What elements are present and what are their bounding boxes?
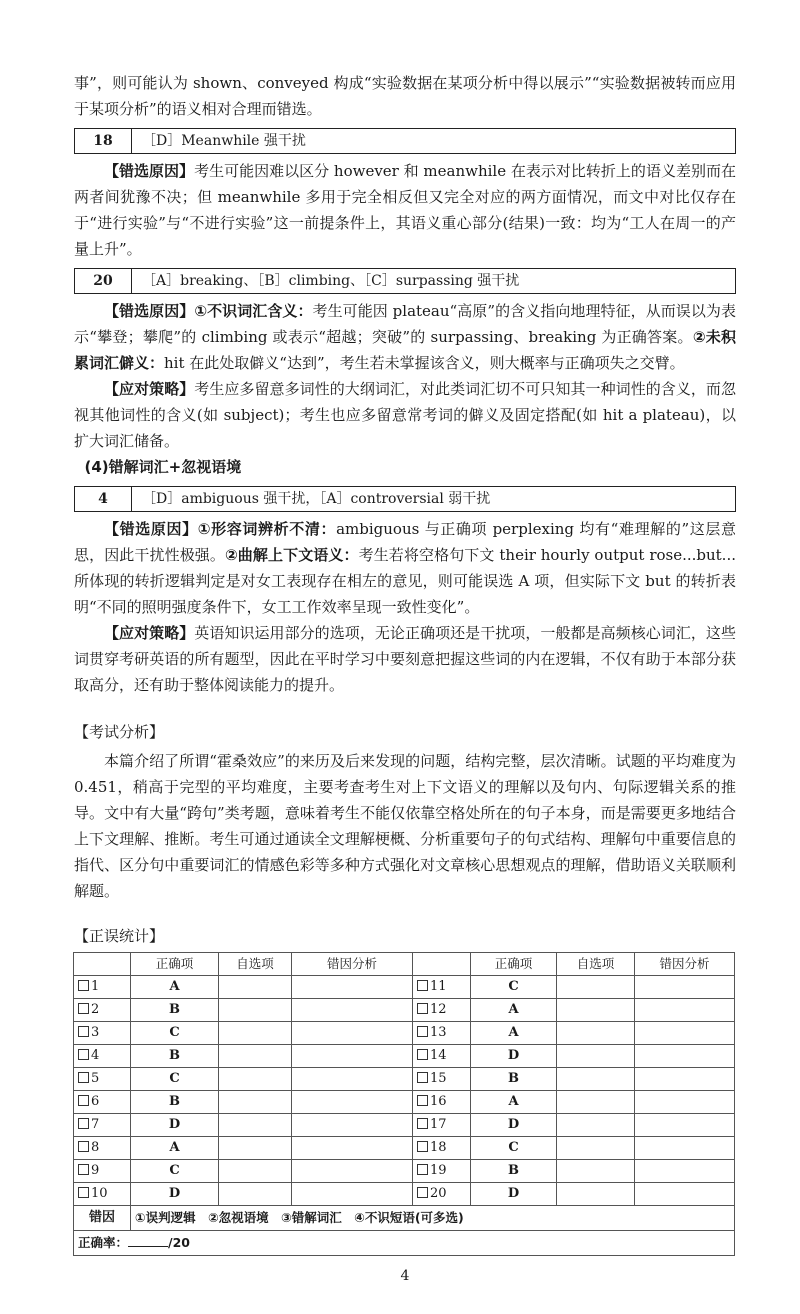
accuracy-blank[interactable] [128,1246,168,1247]
checkbox[interactable] [417,1072,428,1083]
question-cell [413,1137,471,1160]
checkbox[interactable] [78,1003,89,1014]
subsection-heading: (4)错解词汇+忽视语境 [84,458,242,476]
error-analysis-cell[interactable] [292,1045,413,1068]
correct-answer-cell [131,1022,219,1045]
error-analysis-cell[interactable] [292,1068,413,1091]
header-analysis: 错因分析 [635,953,735,976]
table-row [74,1114,735,1137]
checkbox[interactable] [78,1187,89,1198]
question-number: 10 [91,1186,108,1201]
checkbox[interactable] [78,1141,89,1152]
correct-answer: B [169,1048,180,1063]
item-4-box [74,486,736,512]
correct-answer: A [508,1094,519,1109]
question-number: 17 [430,1117,447,1132]
reason-point-1: ①形容词辨析不清： [197,520,337,538]
question-cell [74,1068,131,1091]
question-cell [413,976,471,999]
item-4-analysis [74,516,736,698]
question-cell [74,1183,131,1206]
strategy-label: 【应对策略】 [104,624,195,642]
chosen-answer-cell[interactable] [557,1045,635,1068]
question-cell [413,1022,471,1045]
accuracy-row [74,1231,735,1256]
question-cell [74,1160,131,1183]
header-correct: 正确项 [471,953,557,976]
error-analysis-cell[interactable] [292,1091,413,1114]
correct-answer-cell [131,1137,219,1160]
error-analysis-cell[interactable] [292,976,413,999]
correct-answer: C [169,1071,180,1086]
header-blank [74,953,131,976]
reason-label: 【错选原因】 [104,162,195,180]
checkbox[interactable] [78,1026,89,1037]
correct-answer: C [169,1163,180,1178]
chosen-answer-cell[interactable] [219,1160,292,1183]
question-cell [74,999,131,1022]
checkbox[interactable] [78,980,89,991]
correct-answer: C [169,1025,180,1040]
correct-answer-cell [471,1160,557,1183]
checkbox[interactable] [78,1095,89,1106]
question-number: 5 [91,1071,100,1086]
correct-answer: A [169,979,180,994]
question-cell [413,1114,471,1137]
correct-answer: D [168,1186,181,1201]
question-number: 8 [91,1140,100,1155]
correct-answer: D [507,1186,520,1201]
question-number: 13 [430,1025,447,1040]
intro-text: 事”，则可能认为 shown、conveyed 构成“实验数据在某项分析中得以展示”“实验数据被转而应用于某项分析”的语义相对合理而错选。 [74,74,736,118]
chosen-answer-cell[interactable] [219,1068,292,1091]
question-cell [413,1068,471,1091]
error-analysis-cell[interactable] [635,1183,735,1206]
chosen-answer-cell[interactable] [557,976,635,999]
correct-answer-cell [471,1068,557,1091]
item-number: 4 [75,487,132,511]
correct-answer-cell [471,976,557,999]
answer-stats-table [73,952,735,1256]
question-number: 3 [91,1025,100,1040]
table-row [74,1091,735,1114]
stats-heading: 【正误统计】 [74,927,165,945]
question-number: 7 [91,1117,100,1132]
correct-answer: B [169,1002,180,1017]
checkbox[interactable] [417,1164,428,1175]
correct-answer-cell [131,1091,219,1114]
question-cell [413,1183,471,1206]
error-label: 错因 [74,1206,131,1231]
error-analysis-cell[interactable] [292,1114,413,1137]
question-cell [413,999,471,1022]
question-number: 1 [91,979,100,994]
chosen-answer-cell[interactable] [557,1183,635,1206]
correct-answer: B [508,1163,519,1178]
chosen-answer-cell[interactable] [219,1137,292,1160]
item-18-box [74,128,736,154]
checkbox[interactable] [417,1187,428,1198]
chosen-answer-cell[interactable] [557,999,635,1022]
error-analysis-cell[interactable] [292,1137,413,1160]
item-distractor: ［A］breaking、［B］climbing、［C］surpassing 强干扰 [142,273,520,289]
item-18-reason [74,158,736,262]
exam-analysis-text [74,748,736,904]
accuracy-label: 正确率： [78,1235,129,1250]
chosen-answer-cell[interactable] [557,1022,635,1045]
table-row [74,1022,735,1045]
correct-answer: D [507,1117,520,1132]
error-analysis-cell[interactable] [635,1045,735,1068]
question-number: 11 [430,979,447,994]
error-analysis-cell[interactable] [292,1160,413,1183]
question-cell [74,1114,131,1137]
question-number: 2 [91,1002,100,1017]
table-row [74,1068,735,1091]
chosen-answer-cell[interactable] [219,1091,292,1114]
question-number: 15 [430,1071,447,1086]
question-cell [74,1045,131,1068]
reason-text: 考生若将空格句下文 their hourly output rose...but...所体现的转折逻辑判定是对女工表现存在相左的意见，则可能误选 A 项，但实际下文 but 的转折表明“不同的照明强度条件下，女工工作效率呈现一致性变化”。 [74,546,736,616]
chosen-answer-cell[interactable] [557,1160,635,1183]
error-analysis-cell[interactable] [635,1114,735,1137]
question-cell [413,1160,471,1183]
error-options: ①误判逻辑 ②忽视语境 ③错解词汇 ④不识短语(可多选) [131,1206,735,1231]
reason-text: 考生可能因难以区分 however 和 meanwhile 在表示对比转折上的语义差别而在两者间犹豫不决；但 meanwhile 多用于完全相反但又完全对应的两方面情况，而文中对比仅存在于“进行实验”与“不进行实验”这一前提条件上，其语义重心部分(结果)一致：均为“工人在周一的产量上升”。 [74,162,736,258]
accuracy-cell [74,1231,735,1256]
correct-answer-cell [471,1022,557,1045]
question-cell [74,1091,131,1114]
checkbox[interactable] [78,1072,89,1083]
item-distractor: ［D］Meanwhile 强干扰 [142,133,306,149]
error-analysis-cell[interactable] [635,1068,735,1091]
error-analysis-cell[interactable] [635,1137,735,1160]
table-header-row [74,953,735,976]
error-analysis-cell[interactable] [635,1091,735,1114]
correct-answer: A [169,1140,180,1155]
intro-paragraph [74,70,736,122]
checkbox[interactable] [417,1026,428,1037]
question-number: 4 [91,1048,100,1063]
correct-answer-cell [471,1183,557,1206]
correct-answer: A [508,1025,519,1040]
correct-answer: C [508,979,519,994]
correct-answer-cell [471,1137,557,1160]
checkbox[interactable] [417,1141,428,1152]
correct-answer: D [507,1048,520,1063]
page-number: 4 [400,1268,410,1284]
question-number: 12 [430,1002,447,1017]
error-analysis-cell[interactable] [635,1160,735,1183]
question-cell [74,976,131,999]
correct-answer-cell [131,1068,219,1091]
exam-analysis-paragraph: 本篇介绍了所谓“霍桑效应”的来历及后来发现的问题，结构完整，层次清晰。试题的平均难度为 0.451，稍高于完型的平均难度，主要考查考生对上下文语义的理解以及句内、句际逻辑关系的推导。文中有大量“跨句”类考题，意味着考生不能仅依靠空格处所在的句子本身，而是需要更多地结合上下文理解、推断。考生可通过通读全文理解梗概、分析重要句子的句式结构、理解句中重要信息的指代、区分句中重要词汇的情感色彩等多种方式强化对文章核心思想观点的理解，借助语义关联顺利解题。 [74,752,736,900]
question-cell [413,1091,471,1114]
correct-answer: B [169,1094,180,1109]
reason-label: 【错选原因】 [104,302,195,320]
chosen-answer-cell[interactable] [557,1091,635,1114]
strategy-text: 考生应多留意多词性的大纲词汇，对此类词汇切不可只知其一种词性的含义，而忽视其他词性的含义(如 subject)；考生也应多留意常考词的僻义及固定搭配(如 hit a plateau)，以扩大词汇储备。 [74,380,736,450]
chosen-answer-cell[interactable] [219,1114,292,1137]
accuracy-total: /20 [168,1235,190,1250]
table-row [74,1045,735,1068]
checkbox[interactable] [78,1049,89,1060]
question-number: 18 [430,1140,447,1155]
correct-answer: C [508,1140,519,1155]
reason-text: ambiguous 与正确项 perplexing 均有“难理解的”这层意思，因此干扰性极强。 [74,520,736,564]
chosen-answer-cell[interactable] [219,976,292,999]
item-20-box [74,268,736,294]
correct-answer-cell [471,1091,557,1114]
question-cell [74,1137,131,1160]
error-analysis-cell[interactable] [635,1022,735,1045]
chosen-answer-cell[interactable] [219,1022,292,1045]
question-number: 20 [430,1186,447,1201]
chosen-answer-cell[interactable] [219,1183,292,1206]
reason-text: hit 在此处取僻义“达到”，考生若未掌握该含义，则大概率与正确项失之交臂。 [164,354,685,372]
correct-answer-cell [471,999,557,1022]
header-chosen: 自选项 [557,953,635,976]
chosen-answer-cell[interactable] [557,1137,635,1160]
table-row [74,999,735,1022]
correct-answer-cell [471,1114,557,1137]
error-reason-row [74,1206,735,1231]
question-number: 9 [91,1163,100,1178]
correct-answer: A [508,1002,519,1017]
table-row [74,1160,735,1183]
header-chosen: 自选项 [219,953,292,976]
correct-answer-cell [131,976,219,999]
chosen-answer-cell[interactable] [219,1045,292,1068]
table-row [74,976,735,999]
table-row [74,1183,735,1206]
question-cell [413,1045,471,1068]
chosen-answer-cell[interactable] [557,1068,635,1091]
exam-analysis-heading: 【考试分析】 [74,723,165,741]
error-analysis-cell[interactable] [292,999,413,1022]
reason-point-2: ②曲解上下文语义： [225,546,359,564]
correct-answer-cell [131,999,219,1022]
correct-answer: B [508,1071,519,1086]
checkbox[interactable] [417,1049,428,1060]
reason-point-2: ②未积累词汇僻义： [74,328,737,372]
header-analysis: 错因分析 [292,953,413,976]
checkbox[interactable] [417,1095,428,1106]
error-analysis-cell[interactable] [292,1183,413,1206]
item-distractor: ［D］ambiguous 强干扰，［A］controversial 弱干扰 [142,491,491,507]
question-cell [74,1022,131,1045]
chosen-answer-cell[interactable] [219,999,292,1022]
checkbox[interactable] [417,1003,428,1014]
chosen-answer-cell[interactable] [557,1114,635,1137]
strategy-label: 【应对策略】 [104,380,195,398]
item-number: 18 [75,129,132,153]
correct-answer: D [168,1117,181,1132]
question-number: 14 [430,1048,447,1063]
checkbox[interactable] [417,1118,428,1129]
strategy-text: 英语知识运用部分的选项，无论正确项还是干扰项，一般都是高频核心词汇，这些词贯穿考研英语的所有题型，因此在平时学习中要刻意把握这些词的内在逻辑，不仅有助于本部分获取高分，还有助于整体阅读能力的提升。 [74,624,736,694]
question-number: 6 [91,1094,100,1109]
error-analysis-cell[interactable] [635,999,735,1022]
checkbox[interactable] [78,1164,89,1175]
reason-text: 考生可能因 plateau“高原”的含义指向地理特征，从而误以为表示“攀登；攀爬”的 climbing 或表示“超越；突破”的 surpassing、breaking 为正确答案。 [74,302,736,346]
correct-answer-cell [131,1114,219,1137]
correct-answer-cell [471,1045,557,1068]
correct-answer-cell [131,1045,219,1068]
checkbox[interactable] [417,980,428,991]
reason-label: 【错选原因】 [104,520,198,538]
correct-answer-cell [131,1183,219,1206]
correct-answer-cell [131,1160,219,1183]
header-correct: 正确项 [131,953,219,976]
error-analysis-cell[interactable] [635,976,735,999]
header-blank [413,953,471,976]
table-row [74,1137,735,1160]
error-analysis-cell[interactable] [292,1022,413,1045]
reason-point-1: ①不识词汇含义： [194,302,313,320]
item-20-analysis [74,298,736,480]
question-number: 16 [430,1094,447,1109]
question-number: 19 [430,1163,447,1178]
item-number: 20 [75,269,132,293]
checkbox[interactable] [78,1118,89,1129]
